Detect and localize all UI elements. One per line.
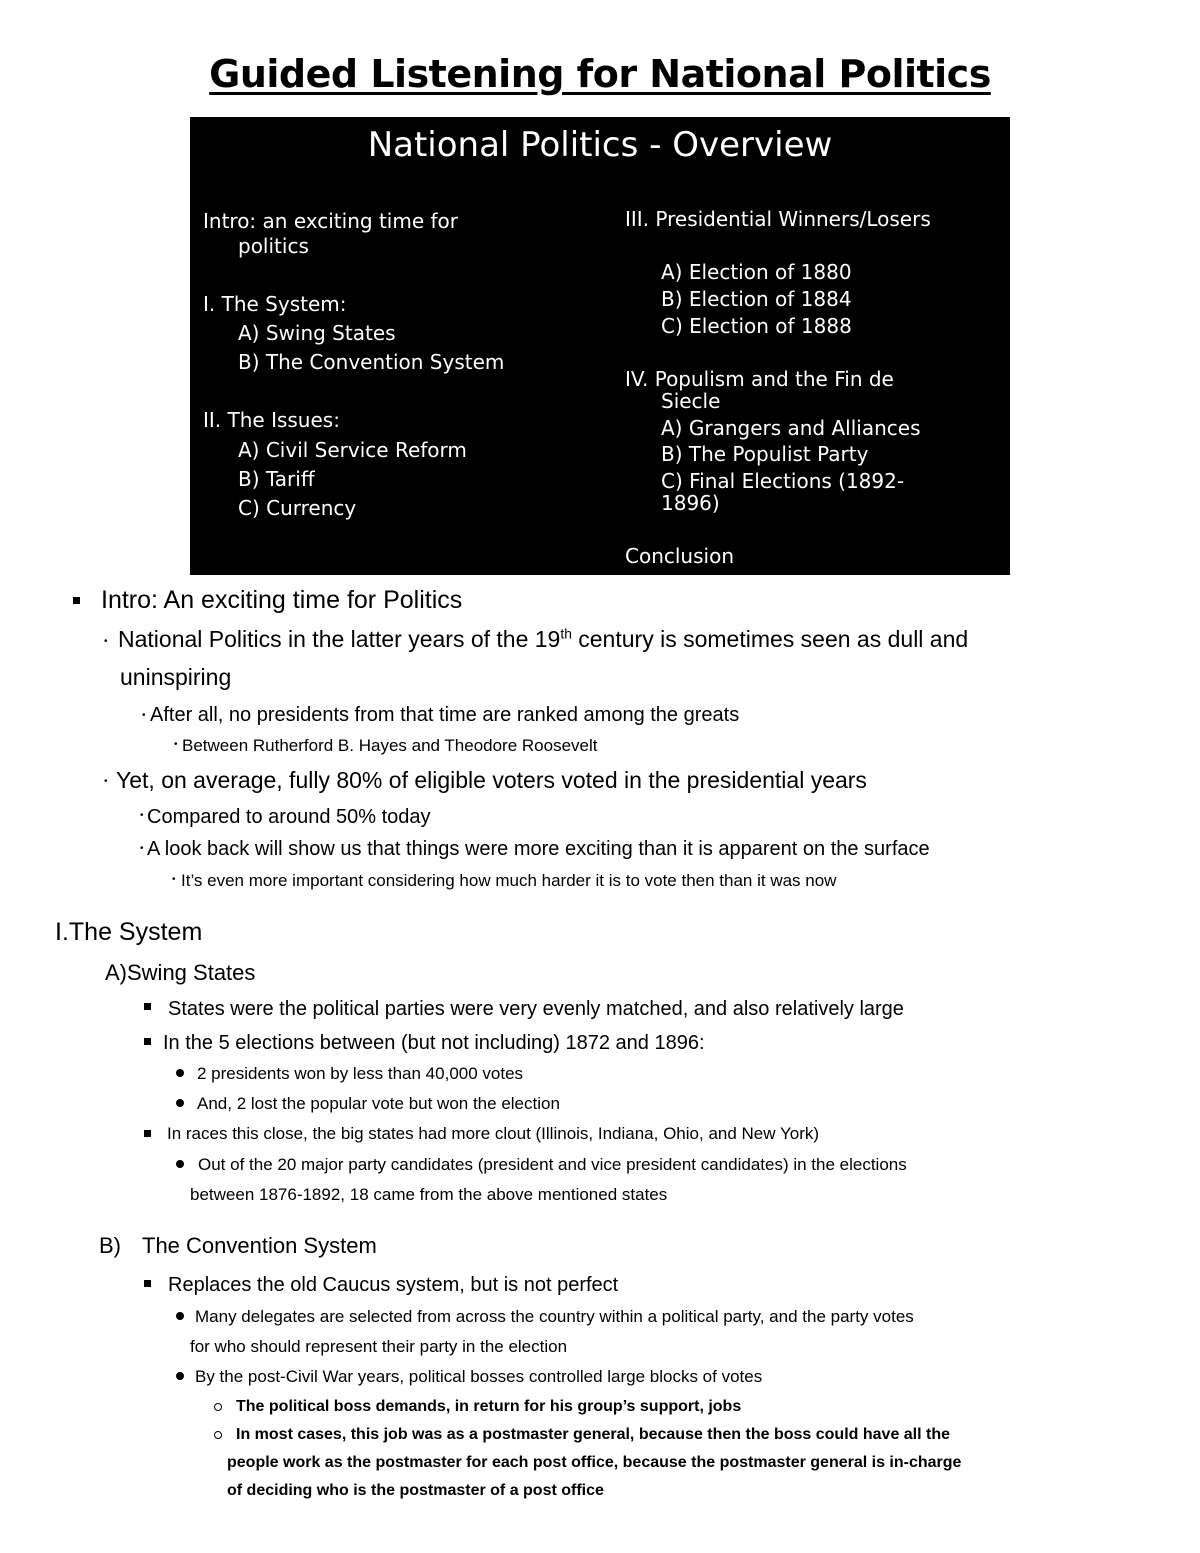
swing-states-subpoint: Out of the 20 major party candidates (president and vice president candidates) in the elections <box>198 1155 907 1174</box>
bullet-dot-icon <box>176 1312 184 1320</box>
intro-heading: Intro: An exciting time for Politics <box>101 586 463 614</box>
slide-right-line: C) Election of 1888 <box>661 314 852 338</box>
convention-subpoint-continued: for who should represent their party in the election <box>190 1337 568 1356</box>
convention-point: Replaces the old Caucus system, but is not perfect <box>168 1274 619 1296</box>
subsection-heading: A)Swing States <box>105 960 256 985</box>
convention-detail: The political boss demands, in return for his group’s support, jobs <box>236 1398 742 1415</box>
swing-states-subpoint: And, 2 lost the popular vote but won the election <box>197 1094 560 1113</box>
bullet-square-icon <box>144 1280 151 1287</box>
bullet-square-icon <box>73 597 80 604</box>
convention-detail: In most cases, this job was as a postmaster general, because then the boss could have all the <box>236 1426 951 1443</box>
bullet-dot-icon <box>176 1099 184 1107</box>
swing-states-point: In the 5 elections between (but not including) 1872 and 1896: <box>163 1032 705 1054</box>
slide-right-line: III. Presidential Winners/Losers <box>625 207 931 231</box>
subsection-label: B) <box>99 1233 121 1258</box>
bullet-dot-icon: • <box>172 874 176 885</box>
intro-subsubpoint: It’s even more important considering how much harder it is to vote then than it was now <box>181 871 837 890</box>
swing-states-point: States were the political parties were very evenly matched, and also relatively large <box>168 998 904 1020</box>
slide-left-line: A) Swing States <box>238 321 396 345</box>
bullet-dot-icon: • <box>140 843 144 854</box>
overview-slide-image <box>190 117 1010 575</box>
slide-left-line: I. The System: <box>203 292 347 316</box>
slide-right-line: C) Final Elections (1892- <box>661 469 905 493</box>
convention-detail-continued: people work as the postmaster for each post office, because the postmaster general is in-charge <box>227 1454 962 1471</box>
slide-left-line: B) Tariff <box>238 467 315 491</box>
intro-point: National Politics in the latter years of the 19th century is sometimes seen as dull and <box>118 626 969 652</box>
bullet-square-icon <box>144 1003 151 1010</box>
bullet-dot-icon: • <box>142 710 146 721</box>
intro-subsubpoint: Between Rutherford B. Hayes and Theodore Roosevelt <box>182 736 598 755</box>
slide-right-line: A) Election of 1880 <box>661 260 852 284</box>
bullet-dot-icon <box>176 1372 184 1380</box>
swing-states-point: In races this close, the big states had more clout (Illinois, Indiana, Ohio, and New York) <box>167 1124 820 1143</box>
bullet-dot-icon: • <box>140 810 144 821</box>
page-title: Guided Listening for National Politics <box>209 52 991 96</box>
intro-subpoint: After all, no presidents from that time are ranked among the greats <box>150 704 740 726</box>
convention-subpoint: By the post-Civil War years, political bosses controlled large blocks of votes <box>195 1367 763 1386</box>
slide-left-line: II. The Issues: <box>203 408 340 432</box>
bullet-ring-icon <box>214 1431 222 1439</box>
slide-right-line: 1896) <box>661 491 720 515</box>
slide-right-line: Conclusion <box>625 544 734 568</box>
slide-title: National Politics - Overview <box>367 125 833 165</box>
subsection-heading: The Convention System <box>142 1233 377 1258</box>
bullet-dot-icon: • <box>104 636 108 647</box>
swing-states-subpoint: 2 presidents won by less than 40,000 votes <box>197 1064 524 1083</box>
intro-subpoint: Compared to around 50% today <box>147 806 431 828</box>
bullet-square-icon <box>144 1038 151 1045</box>
intro-point: Yet, on average, fully 80% of eligible voters voted in the presidential years <box>116 767 867 793</box>
bullet-dot-icon: • <box>104 776 108 787</box>
slide-left-line: A) Civil Service Reform <box>238 438 467 462</box>
bullet-dot-icon <box>176 1069 184 1077</box>
slide-left-line: C) Currency <box>238 496 357 520</box>
convention-detail-continued: of deciding who is the postmaster of a post office <box>227 1482 604 1499</box>
bullet-square-icon <box>144 1130 151 1137</box>
intro-point-continued: uninspiring <box>120 664 232 690</box>
slide-left-line: B) The Convention System <box>238 350 505 374</box>
slide-right-line: Siecle <box>661 389 721 413</box>
swing-states-subpoint-continued: between 1876-1892, 18 came from the above mentioned states <box>190 1185 668 1204</box>
slide-right-line: B) The Populist Party <box>661 442 869 466</box>
slide-left-line: politics <box>238 234 309 258</box>
slide-right-line: A) Grangers and Alliances <box>661 416 921 440</box>
slide-right-line: IV. Populism and the Fin de <box>625 367 894 391</box>
intro-subpoint: A look back will show us that things were more exciting than it is apparent on the surface <box>147 838 930 860</box>
convention-subpoint: Many delegates are selected from across the country within a political party, and the party votes <box>195 1307 914 1326</box>
section-heading: I.The System <box>55 918 203 946</box>
bullet-ring-icon <box>214 1403 222 1411</box>
bullet-dot-icon <box>176 1160 184 1168</box>
slide-left-line: Intro: an exciting time for <box>203 209 458 233</box>
bullet-dot-icon: • <box>174 739 178 750</box>
slide-right-line: B) Election of 1884 <box>661 287 852 311</box>
